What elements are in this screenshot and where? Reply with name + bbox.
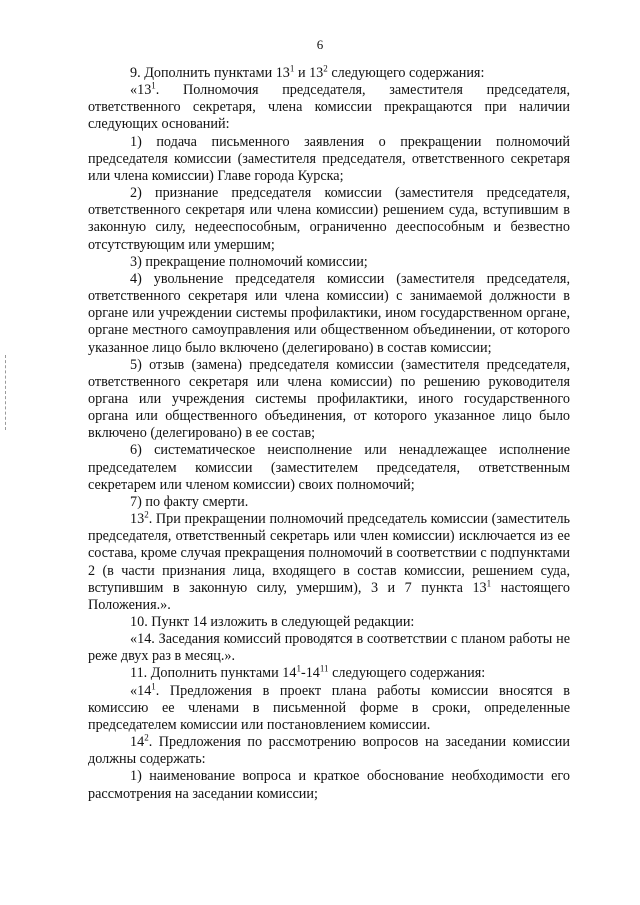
text: «14 — [130, 682, 152, 699]
text: 14 — [130, 734, 145, 751]
text: и 13 — [294, 65, 324, 81]
superscript: 2 — [144, 509, 149, 520]
list-item-1: 1) подача письменного заявления о прекращении полномочий председателя комиссии (заместителя председателя, ответственного секретаря или члена комиссии) Главе города Курска; — [88, 133, 570, 184]
paragraph-13-2 — [88, 511, 570, 614]
superscript: 1 — [289, 63, 295, 74]
text: . При прекращении полномочий председатель комиссии (заместитель председателя, ответственный секретарь или член комиссии) исключается из ее состава, кроме случая прекращения полномочий в соответствии с подпунктами 2 (в части признания лица, входящего в состав комиссии, решением суда, вступившим в законную силу, умершим), 3 и 7 пункта 13 — [88, 511, 570, 596]
paragraph-14-1 — [88, 680, 570, 734]
text: 11. Дополнить пунктами 14 — [130, 665, 297, 682]
superscript: 1 — [151, 80, 156, 91]
superscript: 1 — [486, 577, 492, 588]
text: -14 — [300, 665, 320, 682]
margin-scan-marks — [5, 355, 8, 430]
text: следующего содержания: — [327, 65, 485, 81]
paragraph-14: «14. Заседания комиссий проводятся в соответствии с планом работы не реже двух раз в месяц.». — [88, 631, 570, 665]
page-number: 6 — [316, 37, 324, 52]
text: 9. Дополнить пунктами 13 — [130, 65, 290, 81]
paragraph-13-1 — [88, 82, 570, 133]
text: «13 — [130, 82, 152, 99]
list-item-3: 3) прекращение полномочий комиссии; — [130, 253, 368, 270]
paragraph-10: 10. Пункт 14 изложить в следующей редакции: — [130, 614, 415, 630]
list-item-7: 7) по факту смерти. — [130, 493, 249, 510]
text: настоящего Положения.». — [88, 579, 570, 613]
paragraph-14-2 — [88, 734, 570, 768]
superscript: 2 — [323, 63, 328, 74]
text: . Предложения в проект плана работы комиссии вносятся в комиссию ее членами в письменной форме в сроки, определенные председателем комиссии или постановлением комиссии. — [88, 682, 570, 733]
list-item-14-2-1: 1) наименование вопроса и краткое обоснование необходимости его рассмотрения на заседании комиссии; — [88, 768, 570, 802]
text: . Полномочия председателя, заместителя председателя, ответственного секретаря, члена комиссии прекращаются при наличии следующих оснований: — [88, 82, 570, 133]
document-body — [88, 65, 570, 803]
list-item-2: 2) признание председателя комиссии (заместителя председателя, ответственного секретаря или члена комиссии) решением суда, вступившим в законную силу, недееспособным, ограниченно дееспособным и безвестно отсутствующим или умершим; — [88, 185, 570, 253]
list-item-5: 5) отзыв (замена) председателя комиссии (заместителя председателя, ответственного секретаря или члена комиссии) по решению руководителя органа или учреждения системы профилактики, иного государственного органа или общественного объединения, от которого указанное лицо было включено (делегировано) в ее состав; — [88, 356, 570, 442]
text: следующего содержания: — [328, 665, 486, 682]
list-item-4: 4) увольнение председателя комиссии (заместителя председателя, ответственного секретаря или члена комиссии) с занимаемой должности в органе или учреждении системы профилактики, ином государственном органе, органе местного самоуправления или общественном объединении, от которого указанное лицо было включено (делегировано) в состав комиссии; — [88, 270, 570, 356]
superscript: 11 — [319, 663, 329, 674]
superscript: 1 — [151, 680, 156, 691]
text: 13 — [130, 511, 145, 528]
superscript: 2 — [144, 732, 149, 743]
paragraph-9 — [88, 65, 570, 82]
superscript: 1 — [296, 663, 301, 674]
text: . Предложения по рассмотрению вопросов на заседании комиссии должны содержать: — [88, 734, 570, 768]
list-item-6: 6) систематическое неисполнение или ненадлежащее исполнение председателем комиссии (заместителем председателя, ответственным секретарем или членом комиссии) своих полномочий; — [88, 442, 570, 493]
paragraph-11 — [88, 665, 570, 682]
